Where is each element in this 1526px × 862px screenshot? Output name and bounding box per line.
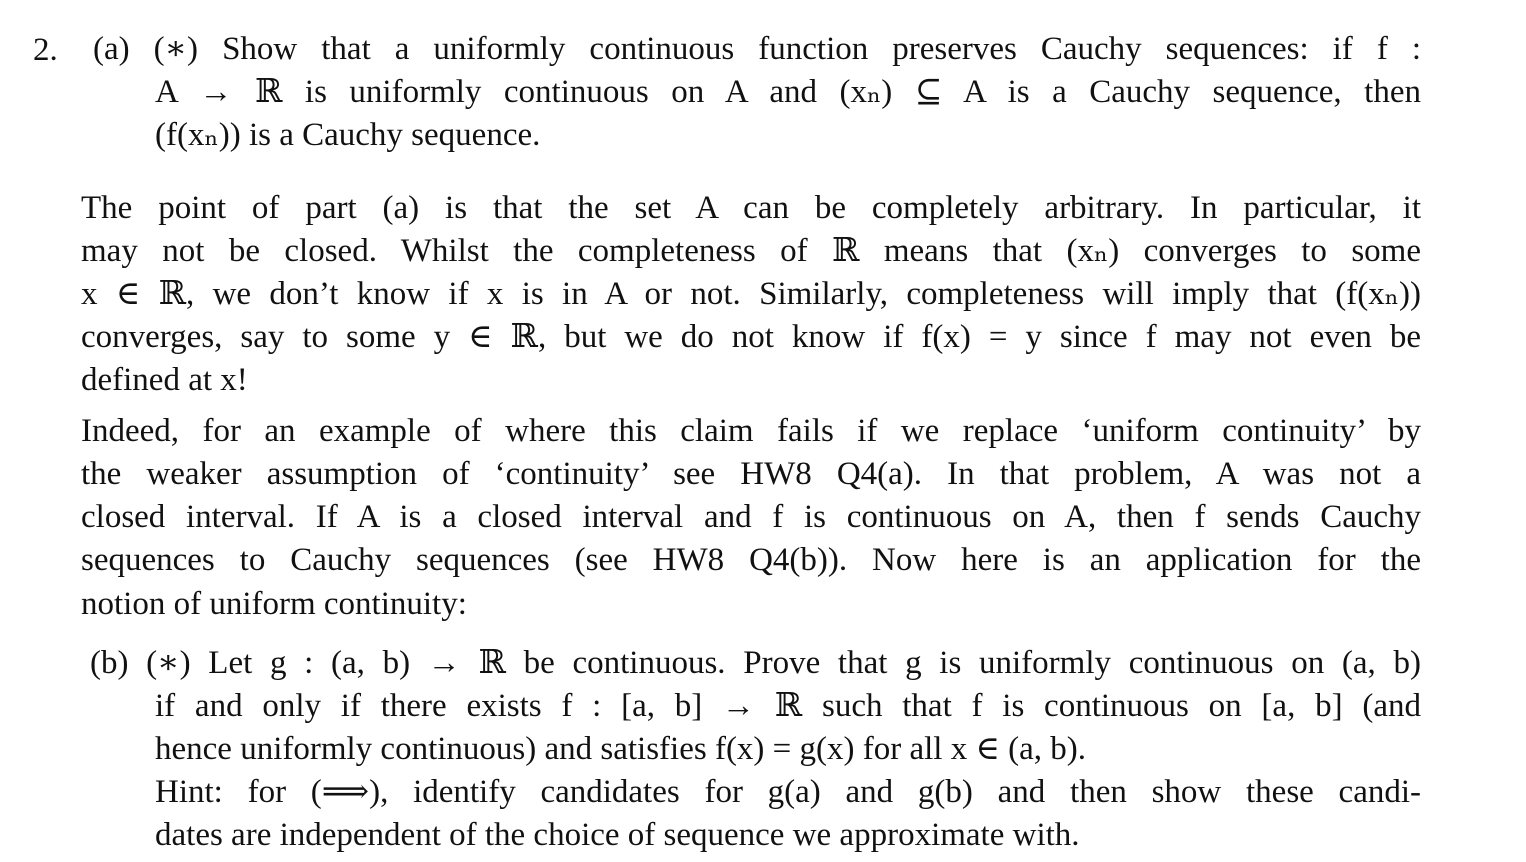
- paragraph-1-line-3: x ∈ ℝ, we don’t know if x is in A or not. Similarly, completeness will imply that (f(xₙ)): [81, 276, 1421, 312]
- paragraph-1-line-4: converges, say to some y ∈ ℝ, but we do not know if f(x) = y since f may not even be: [81, 319, 1421, 355]
- part-b-hint-line-1: Hint: for (⟹), identify candidates for g(a) and g(b) and then show these candi-: [155, 774, 1421, 810]
- paragraph-2-line-5: notion of uniform continuity:: [81, 586, 467, 622]
- paragraph-2-line-3: closed interval. If A is a closed interval and f is continuous on A, then f sends Cauchy: [81, 499, 1421, 535]
- paragraph-2-line-2: the weaker assumption of ‘continuity’ see HW8 Q4(a). In that problem, A was not a: [81, 456, 1421, 492]
- part-b-hint-line-2: dates are independent of the choice of sequence we approximate with.: [155, 817, 1080, 853]
- paragraph-1-line-1: The point of part (a) is that the set A can be completely arbitrary. In particular, it: [81, 190, 1421, 226]
- paragraph-2-line-4: sequences to Cauchy sequences (see HW8 Q4(b)). Now here is an application for the: [81, 542, 1421, 578]
- paragraph-2-line-1: Indeed, for an example of where this claim fails if we replace ‘uniform continuity’ by: [81, 413, 1421, 449]
- part-a-line-3: (f(xₙ)) is a Cauchy sequence.: [155, 117, 541, 153]
- part-b-line-1: (b) (∗) Let g : (a, b) → ℝ be continuous. Prove that g is uniformly continuous on (a, b): [90, 645, 1421, 681]
- part-b-line-2: if and only if there exists f : [a, b] → ℝ such that f is continuous on [a, b] (and: [155, 688, 1421, 724]
- paragraph-1-line-2: may not be closed. Whilst the completeness of ℝ means that (xₙ) converges to some: [81, 233, 1421, 269]
- problem-number: 2.: [33, 32, 58, 68]
- part-a-line-2: A → ℝ is uniformly continuous on A and (xₙ) ⊆ A is a Cauchy sequence, then: [155, 74, 1421, 110]
- part-b-line-3: hence uniformly continuous) and satisfies f(x) = g(x) for all x ∈ (a, b).: [155, 731, 1087, 767]
- paragraph-1-line-5: defined at x!: [81, 362, 248, 398]
- part-a-line-1: (a) (∗) Show that a uniformly continuous function preserves Cauchy sequences: if f :: [93, 31, 1421, 67]
